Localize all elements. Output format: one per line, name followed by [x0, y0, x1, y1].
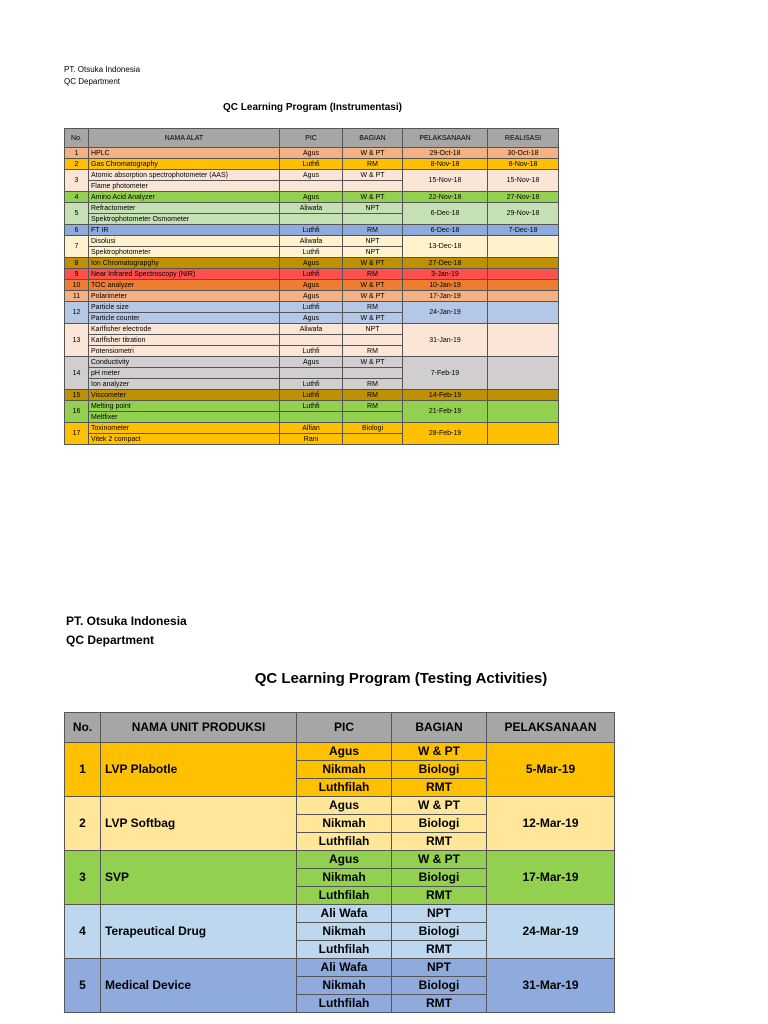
instrument-name: Particle counter	[89, 313, 280, 324]
instrument-name: Karlfisher electrode	[89, 324, 280, 335]
header-cell: No.	[65, 129, 89, 148]
pelaksanaan-cell: 10-Jan-19	[403, 280, 488, 291]
instrument-name: Near Infrared Spectroscopy (NIR)	[89, 269, 280, 280]
row-number: 7	[65, 236, 89, 258]
row-number: 1	[65, 743, 101, 797]
instrumentasi-table	[64, 128, 559, 445]
pelaksanaan-cell: 22-Nov-18	[403, 192, 488, 203]
realisasi-cell: 7-Dec-18	[488, 225, 559, 236]
instrument-name: Viscometer	[89, 390, 280, 401]
bagian-cell: RM	[343, 390, 403, 401]
instrument-name: Meltfixer	[89, 412, 280, 423]
instrument-name: Ion analyzer	[89, 379, 280, 390]
pic-cell: Nikmah	[297, 761, 392, 779]
bagian-cell: RMT	[392, 995, 487, 1013]
pic-cell: Agus	[280, 313, 343, 324]
row-number: 3	[65, 851, 101, 905]
row-number: 11	[65, 291, 89, 302]
bagian-cell: RM	[343, 302, 403, 313]
table-row	[65, 302, 559, 313]
bagian-cell: RM	[343, 225, 403, 236]
bagian-cell: Biologi	[392, 815, 487, 833]
table-row	[65, 851, 615, 869]
pic-cell: Luthfilah	[297, 779, 392, 797]
row-number: 10	[65, 280, 89, 291]
row-number: 9	[65, 269, 89, 280]
pelaksanaan-cell: 24-Mar-19	[487, 905, 615, 959]
pic-cell: Luthfi	[280, 247, 343, 258]
header-cell: NAMA ALAT	[89, 129, 280, 148]
pic-cell: Agus	[297, 797, 392, 815]
bagian-cell: W & PT	[343, 170, 403, 181]
pic-cell: Luthfi	[280, 346, 343, 357]
unit-name: LVP Softbag	[101, 797, 297, 851]
header-cell: PELAKSANAAN	[487, 713, 615, 743]
table-row	[65, 357, 559, 368]
pic-cell: Luthfilah	[297, 941, 392, 959]
pelaksanaan-cell: 6-Dec-18	[403, 203, 488, 225]
unit-name: LVP Plabotle	[101, 743, 297, 797]
bagian-cell: W & PT	[343, 313, 403, 324]
instrument-name: Karlfisher titration	[89, 335, 280, 346]
pelaksanaan-cell: 12-Mar-19	[487, 797, 615, 851]
instrument-name: Conductivity	[89, 357, 280, 368]
pelaksanaan-cell: 31-Mar-19	[487, 959, 615, 1013]
bagian-cell: W & PT	[392, 797, 487, 815]
header-cell: BAGIAN	[343, 129, 403, 148]
realisasi-cell	[488, 236, 559, 258]
pelaksanaan-cell: 17-Jan-19	[403, 291, 488, 302]
realisasi-cell: 8-Nov-18	[488, 159, 559, 170]
bagian-cell: NPT	[343, 247, 403, 258]
pelaksanaan-cell: 27-Dec-18	[403, 258, 488, 269]
bagian-cell: RM	[343, 379, 403, 390]
pic-cell: Nikmah	[297, 869, 392, 887]
bagian-cell: Biologi	[392, 977, 487, 995]
instrument-name: HPLC	[89, 148, 280, 159]
bagian-cell: Biologi	[392, 923, 487, 941]
table-row	[65, 269, 559, 280]
table-row	[65, 291, 559, 302]
row-number: 4	[65, 192, 89, 203]
realisasi-cell: 29-Nov-18	[488, 203, 559, 225]
realisasi-cell	[488, 280, 559, 291]
instrument-name: Flame photometer	[89, 181, 280, 192]
bagian-cell	[343, 214, 403, 225]
instrument-name: Melting point	[89, 401, 280, 412]
instrument-name: Polarimeter	[89, 291, 280, 302]
bagian-cell: NPT	[343, 203, 403, 214]
pelaksanaan-cell: 28-Feb-19	[403, 423, 488, 445]
pelaksanaan-cell: 21-Feb-19	[403, 401, 488, 423]
pic-cell	[280, 412, 343, 423]
bagian-cell: RM	[343, 401, 403, 412]
header-cell: No.	[65, 713, 101, 743]
bagian-cell: Biologi	[392, 869, 487, 887]
instrument-name: Disolusi	[89, 236, 280, 247]
pic-cell: Luthfilah	[297, 833, 392, 851]
pic-cell: Luthfilah	[297, 887, 392, 905]
row-number: 13	[65, 324, 89, 357]
pelaksanaan-cell: 14-Feb-19	[403, 390, 488, 401]
instrumentasi-title: QC Learning Program (Instrumentasi)	[223, 102, 402, 113]
pic-cell: Luthfi	[280, 302, 343, 313]
table-row	[65, 170, 559, 181]
realisasi-cell	[488, 258, 559, 269]
pelaksanaan-cell: 6-Dec-18	[403, 225, 488, 236]
table-row	[65, 797, 615, 815]
pic-cell	[280, 335, 343, 346]
table-row	[65, 159, 559, 170]
row-number: 12	[65, 302, 89, 324]
pic-cell	[280, 214, 343, 225]
bagian-cell: W & PT	[343, 357, 403, 368]
bagian-cell: W & PT	[392, 851, 487, 869]
table-row	[65, 225, 559, 236]
bagian-cell: W & PT	[343, 258, 403, 269]
pic-cell: Agus	[280, 291, 343, 302]
row-number: 15	[65, 390, 89, 401]
unit-name: Terapeutical Drug	[101, 905, 297, 959]
testing-activities-table	[64, 712, 615, 1013]
bagian-cell: W & PT	[392, 743, 487, 761]
pic-cell: Aliwafa	[280, 236, 343, 247]
pic-cell: Agus	[280, 357, 343, 368]
bagian-cell	[343, 335, 403, 346]
table-row	[65, 203, 559, 214]
header-cell: REALISASI	[488, 129, 559, 148]
department-name-2: QC Department	[66, 633, 155, 647]
row-number: 2	[65, 797, 101, 851]
instrument-name: Vitek 2 compact	[89, 434, 280, 445]
pic-cell: Nikmah	[297, 923, 392, 941]
bagian-cell: W & PT	[343, 192, 403, 203]
pic-cell	[280, 368, 343, 379]
row-number: 2	[65, 159, 89, 170]
instrument-name: TOC analyzer	[89, 280, 280, 291]
header-cell: NAMA UNIT PRODUKSI	[101, 713, 297, 743]
bagian-cell: RMT	[392, 887, 487, 905]
instrument-name: Amino Acid Analyzer	[89, 192, 280, 203]
instrument-name: FT IR	[89, 225, 280, 236]
bagian-cell: RMT	[392, 833, 487, 851]
bagian-cell: NPT	[392, 905, 487, 923]
table-row	[65, 390, 559, 401]
bagian-cell: RMT	[392, 779, 487, 797]
row-number: 5	[65, 203, 89, 225]
pic-cell: Nikmah	[297, 815, 392, 833]
bagian-cell: NPT	[392, 959, 487, 977]
pelaksanaan-cell: 17-Mar-19	[487, 851, 615, 905]
table-row	[65, 192, 559, 203]
bagian-cell: Biologi	[343, 423, 403, 434]
instrument-name: pH meter	[89, 368, 280, 379]
header-cell: PELAKSANAAN	[403, 129, 488, 148]
pelaksanaan-cell: 7-Feb-19	[403, 357, 488, 390]
header-cell: PIC	[280, 129, 343, 148]
pic-cell: Luthfi	[280, 225, 343, 236]
pic-cell: Rani	[280, 434, 343, 445]
bagian-cell: W & PT	[343, 148, 403, 159]
pelaksanaan-cell: 31-Jan-19	[403, 324, 488, 357]
bagian-cell: RM	[343, 346, 403, 357]
row-number: 1	[65, 148, 89, 159]
pelaksanaan-cell: 29-Oct-18	[403, 148, 488, 159]
pelaksanaan-cell: 5-Mar-19	[487, 743, 615, 797]
realisasi-cell	[488, 390, 559, 401]
bagian-cell: W & PT	[343, 291, 403, 302]
pic-cell: Agus	[280, 258, 343, 269]
pic-cell	[280, 181, 343, 192]
header-cell: BAGIAN	[392, 713, 487, 743]
instrument-name: Atomic absorption spectrophotometer (AAS)	[89, 170, 280, 181]
realisasi-cell	[488, 302, 559, 324]
unit-name: Medical Device	[101, 959, 297, 1013]
row-number: 3	[65, 170, 89, 192]
pic-cell: Alfian	[280, 423, 343, 434]
realisasi-cell	[488, 269, 559, 280]
table-row	[65, 401, 559, 412]
pic-cell: Luthfi	[280, 159, 343, 170]
instrument-name: Potensiometri	[89, 346, 280, 357]
pic-cell: Luthfi	[280, 379, 343, 390]
instrument-name: Ion Chromatograpghy	[89, 258, 280, 269]
row-number: 5	[65, 959, 101, 1013]
realisasi-cell: 30-Oct-18	[488, 148, 559, 159]
pic-cell: Agus	[297, 851, 392, 869]
table-row	[65, 236, 559, 247]
instrument-name: Spektrophotometer	[89, 247, 280, 258]
table-row	[65, 959, 615, 977]
unit-name: SVP	[101, 851, 297, 905]
pic-cell: Luthfi	[280, 390, 343, 401]
row-number: 17	[65, 423, 89, 445]
company-name-2: PT. Otsuka Indonesia	[66, 614, 187, 628]
row-number: 14	[65, 357, 89, 390]
instrument-name: Refractometer	[89, 203, 280, 214]
bagian-cell: Biologi	[392, 761, 487, 779]
pelaksanaan-cell: 3-Jan-19	[403, 269, 488, 280]
table-row	[65, 258, 559, 269]
pelaksanaan-cell: 8-Nov-18	[403, 159, 488, 170]
table-header	[65, 713, 615, 743]
testing-activities-title: QC Learning Program (Testing Activities)	[254, 670, 548, 687]
row-number: 16	[65, 401, 89, 423]
bagian-cell: RM	[343, 269, 403, 280]
table-row	[65, 148, 559, 159]
pelaksanaan-cell: 15-Nov-18	[403, 170, 488, 192]
table-row	[65, 905, 615, 923]
realisasi-cell	[488, 324, 559, 357]
bagian-cell: W & PT	[343, 280, 403, 291]
company-name-1: PT. Otsuka Indonesia	[64, 65, 141, 74]
table-row	[65, 423, 559, 434]
table-row	[65, 743, 615, 761]
table-row	[65, 280, 559, 291]
pic-cell: Agus	[280, 170, 343, 181]
realisasi-cell	[488, 357, 559, 390]
pic-cell: Luthfi	[280, 269, 343, 280]
row-number: 8	[65, 258, 89, 269]
instrument-name: Gas Chromatography	[89, 159, 280, 170]
bagian-cell: NPT	[343, 324, 403, 335]
pic-cell: Agus	[297, 743, 392, 761]
bagian-cell: NPT	[343, 236, 403, 247]
bagian-cell: RMT	[392, 941, 487, 959]
instrument-name: Spektrophotometer Osmometer	[89, 214, 280, 225]
pic-cell: Nikmah	[297, 977, 392, 995]
pic-cell: Luthfi	[280, 401, 343, 412]
bagian-cell	[343, 412, 403, 423]
realisasi-cell: 15-Nov-18	[488, 170, 559, 192]
pic-cell: Agus	[280, 148, 343, 159]
bagian-cell	[343, 368, 403, 379]
instrument-name: Particle size	[89, 302, 280, 313]
instrument-name: Toxinometer	[89, 423, 280, 434]
realisasi-cell	[488, 423, 559, 445]
table-header	[65, 129, 559, 148]
realisasi-cell: 27-Nov-18	[488, 192, 559, 203]
pic-cell: Aliwafa	[280, 203, 343, 214]
bagian-cell: RM	[343, 159, 403, 170]
pic-cell: Ali Wafa	[297, 959, 392, 977]
pic-cell: Ali Wafa	[297, 905, 392, 923]
pelaksanaan-cell: 13-Dec-18	[403, 236, 488, 258]
realisasi-cell	[488, 401, 559, 423]
row-number: 6	[65, 225, 89, 236]
bagian-cell	[343, 434, 403, 445]
row-number: 4	[65, 905, 101, 959]
department-name-1: QC Department	[64, 77, 121, 86]
pelaksanaan-cell: 24-Jan-19	[403, 302, 488, 324]
table-row	[65, 324, 559, 335]
pic-cell: Agus	[280, 280, 343, 291]
pic-cell: Agus	[280, 192, 343, 203]
pic-cell: Luthfilah	[297, 995, 392, 1013]
pic-cell: Aliwafa	[280, 324, 343, 335]
header-cell: PIC	[297, 713, 392, 743]
realisasi-cell	[488, 291, 559, 302]
bagian-cell	[343, 181, 403, 192]
